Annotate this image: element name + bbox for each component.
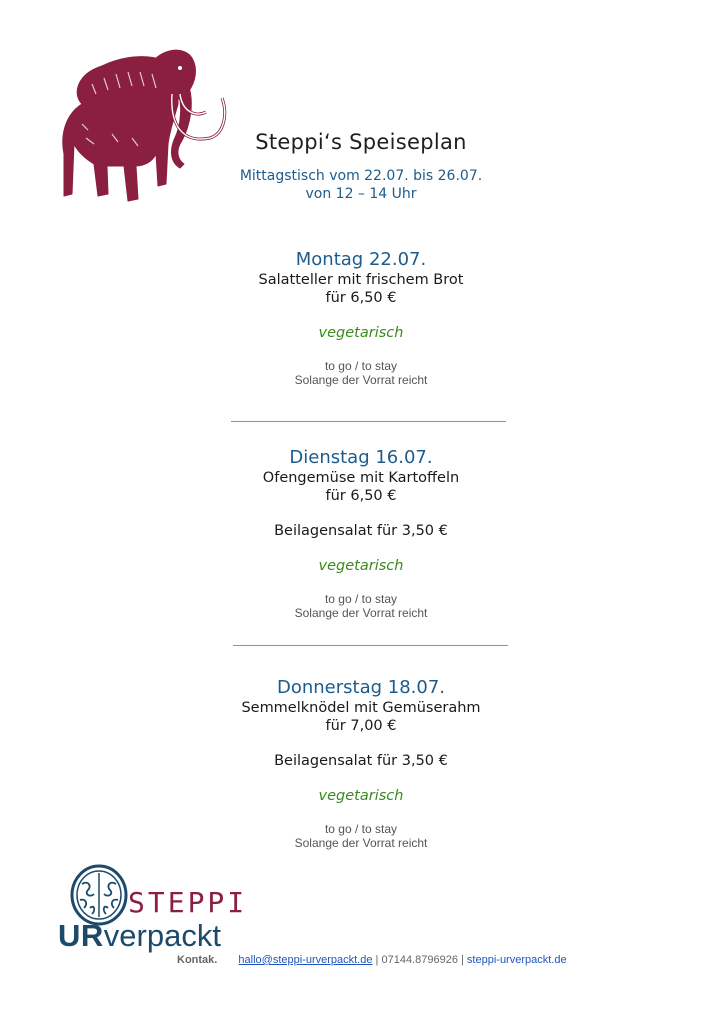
logo-ur: UR — [58, 918, 104, 953]
day-title: Montag 22.07. — [295, 249, 427, 270]
footer-separator: | — [461, 954, 464, 966]
day-block-monday — [211, 249, 511, 387]
footer-separator: | — [375, 954, 379, 966]
logo-urverpackt-text — [58, 918, 221, 954]
availability-note: Solange der Vorrat reicht — [294, 836, 428, 850]
day-title: Donnerstag 18.07. — [276, 677, 446, 698]
day-title: Dienstag 16.07. — [289, 447, 433, 468]
vegetarian-tag: vegetarisch — [318, 788, 404, 804]
availability-note: Solange der Vorrat reicht — [294, 373, 428, 387]
vegetarian-tag: vegetarisch — [318, 325, 404, 341]
dish-price: für 6,50 € — [325, 290, 397, 306]
logo-verpackt: verpackt — [103, 918, 221, 953]
logo-steppi-text: STEPPI — [128, 886, 248, 919]
phone-number: 07144.8796926 — [381, 954, 458, 966]
contact-footer — [177, 954, 567, 966]
day-block-thursday — [211, 677, 511, 850]
side-salad-price: Beilagensalat für 3,50 € — [274, 753, 448, 769]
lunch-date-range: Mittagstisch vom 22.07. bis 26.07. — [239, 168, 483, 184]
dish-price: für 7,00 € — [325, 718, 397, 734]
mammoth-illustration-icon — [52, 34, 230, 212]
dish-name: Ofengemüse mit Kartoffeln — [262, 470, 460, 486]
side-salad-price: Beilagensalat für 3,50 € — [274, 523, 448, 539]
lunch-time-range: von 12 – 14 Uhr — [305, 186, 417, 202]
vegetarian-tag: vegetarisch — [318, 558, 404, 574]
serving-note: to go / to stay — [324, 592, 398, 606]
serving-note: to go / to stay — [324, 822, 398, 836]
serving-note: to go / to stay — [324, 359, 398, 373]
brain-walnut-emblem-icon — [68, 864, 130, 926]
contact-label: Kontak. — [177, 954, 218, 966]
availability-note: Solange der Vorrat reicht — [294, 606, 428, 620]
day-block-tuesday — [211, 447, 511, 620]
dish-name: Salatteller mit frischem Brot — [258, 272, 464, 288]
section-divider — [233, 645, 508, 646]
email-link[interactable]: hallo@steppi-urverpackt.de — [238, 954, 373, 966]
dish-name: Semmelknödel mit Gemüserahm — [241, 700, 481, 716]
section-divider — [231, 421, 506, 422]
website-link[interactable]: steppi-urverpackt.de — [466, 954, 567, 966]
dish-price: für 6,50 € — [325, 488, 397, 504]
page-title: Steppi‘s Speiseplan — [255, 130, 467, 154]
